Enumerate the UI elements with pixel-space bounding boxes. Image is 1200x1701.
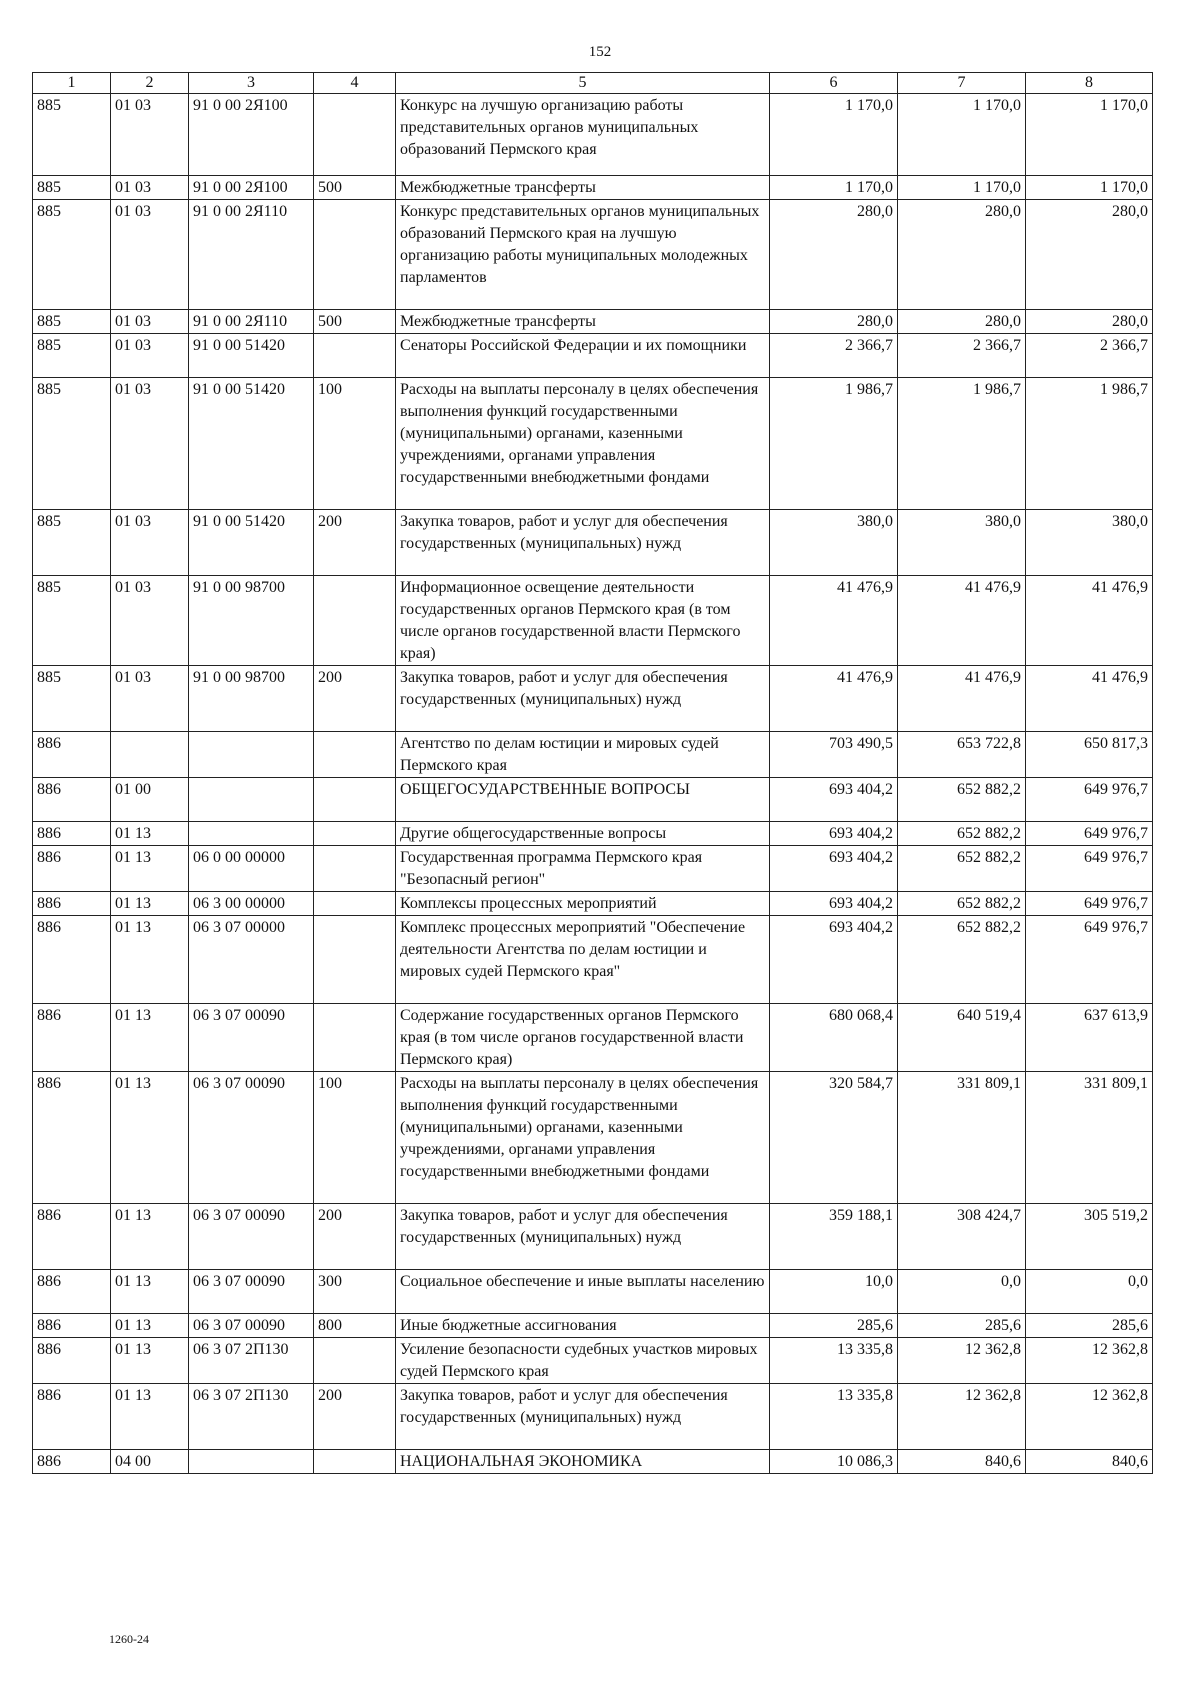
admin-code-cell: 886 (33, 1004, 111, 1072)
column-header: 3 (189, 73, 314, 94)
admin-code-cell: 886 (33, 1338, 111, 1384)
expense-type-code-cell (314, 1004, 396, 1072)
table-row (33, 822, 1153, 846)
column-header: 7 (898, 73, 1026, 94)
target-code-cell: 91 0 00 51420 (189, 510, 314, 576)
item-description-cell: Другие общегосударственные вопросы (396, 822, 770, 846)
amount-col-8-cell: 41 476,9 (1026, 666, 1153, 732)
amount-col-6-cell: 359 188,1 (770, 1204, 898, 1270)
item-description-cell: Государственная программа Пермского края "Безопасный регион" (396, 846, 770, 892)
amount-col-6-cell: 280,0 (770, 310, 898, 334)
expense-type-code-cell (314, 200, 396, 310)
amount-col-6-cell: 2 366,7 (770, 334, 898, 378)
item-description-cell: Закупка товаров, работ и услуг для обеспечения государственных (муниципальных) нужд (396, 1384, 770, 1450)
amount-col-8-cell: 649 976,7 (1026, 846, 1153, 892)
admin-code-cell: 886 (33, 1072, 111, 1204)
expense-type-code-cell (314, 1338, 396, 1384)
expense-type-code-cell (314, 916, 396, 1004)
target-code-cell: 91 0 00 51420 (189, 378, 314, 510)
target-code-cell: 06 3 00 00000 (189, 892, 314, 916)
item-description-cell: Межбюджетные трансферты (396, 310, 770, 334)
amount-col-7-cell: 12 362,8 (898, 1338, 1026, 1384)
admin-code-cell: 886 (33, 1270, 111, 1314)
amount-col-6-cell: 13 335,8 (770, 1338, 898, 1384)
amount-col-7-cell: 652 882,2 (898, 916, 1026, 1004)
expense-type-code-cell (314, 576, 396, 666)
column-number-row (33, 73, 1153, 94)
admin-code-cell: 886 (33, 1384, 111, 1450)
amount-col-8-cell: 649 976,7 (1026, 892, 1153, 916)
target-code-cell: 91 0 00 51420 (189, 334, 314, 378)
table-row (33, 1204, 1153, 1270)
column-header: 4 (314, 73, 396, 94)
admin-code-cell: 886 (33, 1204, 111, 1270)
item-description-cell: Социальное обеспечение и иные выплаты населению (396, 1270, 770, 1314)
amount-col-8-cell: 649 976,7 (1026, 822, 1153, 846)
amount-col-6-cell: 10 086,3 (770, 1450, 898, 1474)
amount-col-7-cell: 1 170,0 (898, 94, 1026, 176)
amount-col-8-cell: 637 613,9 (1026, 1004, 1153, 1072)
amount-col-8-cell: 1 986,7 (1026, 378, 1153, 510)
section-code-cell: 01 13 (111, 1314, 189, 1338)
section-code-cell: 01 13 (111, 822, 189, 846)
column-header: 1 (33, 73, 111, 94)
amount-col-7-cell: 380,0 (898, 510, 1026, 576)
item-description-cell: Закупка товаров, работ и услуг для обеспечения государственных (муниципальных) нужд (396, 1204, 770, 1270)
table-row (33, 1338, 1153, 1384)
item-description-cell: ОБЩЕГОСУДАРСТВЕННЫЕ ВОПРОСЫ (396, 778, 770, 822)
item-description-cell: Агентство по делам юстиции и мировых судей Пермского края (396, 732, 770, 778)
item-description-cell: Конкурс представительных органов муниципальных образований Пермского края на лучшую организацию работы муниципальных молодежных парламентов (396, 200, 770, 310)
item-description-cell: Расходы на выплаты персоналу в целях обеспечения выполнения функций государственными (муниципальными) органами, казенными учреждениями, органами управления государственными внебюджетными фондами (396, 1072, 770, 1204)
expense-type-code-cell: 100 (314, 378, 396, 510)
table-row (33, 1450, 1153, 1474)
amount-col-6-cell: 1 170,0 (770, 94, 898, 176)
amount-col-8-cell: 1 170,0 (1026, 94, 1153, 176)
amount-col-8-cell: 649 976,7 (1026, 778, 1153, 822)
target-code-cell (189, 1450, 314, 1474)
amount-col-8-cell: 280,0 (1026, 310, 1153, 334)
expense-type-code-cell: 500 (314, 310, 396, 334)
admin-code-cell: 885 (33, 666, 111, 732)
amount-col-7-cell: 280,0 (898, 200, 1026, 310)
amount-col-7-cell: 2 366,7 (898, 334, 1026, 378)
amount-col-8-cell: 305 519,2 (1026, 1204, 1153, 1270)
budget-table (32, 72, 1153, 1474)
amount-col-7-cell: 652 882,2 (898, 846, 1026, 892)
amount-col-6-cell: 13 335,8 (770, 1384, 898, 1450)
target-code-cell: 06 3 07 2П130 (189, 1384, 314, 1450)
expense-type-code-cell (314, 846, 396, 892)
expense-type-code-cell: 300 (314, 1270, 396, 1314)
section-code-cell: 01 03 (111, 378, 189, 510)
item-description-cell: Комплексы процессных мероприятий (396, 892, 770, 916)
table-row (33, 1384, 1153, 1450)
amount-col-7-cell: 840,6 (898, 1450, 1026, 1474)
target-code-cell: 06 3 07 00090 (189, 1004, 314, 1072)
amount-col-6-cell: 1 170,0 (770, 176, 898, 200)
amount-col-7-cell: 653 722,8 (898, 732, 1026, 778)
admin-code-cell: 885 (33, 334, 111, 378)
admin-code-cell: 886 (33, 822, 111, 846)
target-code-cell: 06 3 07 2П130 (189, 1338, 314, 1384)
column-header: 5 (396, 73, 770, 94)
amount-col-8-cell: 840,6 (1026, 1450, 1153, 1474)
amount-col-6-cell: 41 476,9 (770, 666, 898, 732)
expense-type-code-cell (314, 892, 396, 916)
table-row (33, 94, 1153, 176)
amount-col-6-cell: 703 490,5 (770, 732, 898, 778)
amount-col-7-cell: 640 519,4 (898, 1004, 1026, 1072)
amount-col-8-cell: 331 809,1 (1026, 1072, 1153, 1204)
target-code-cell: 91 0 00 98700 (189, 576, 314, 666)
amount-col-7-cell: 0,0 (898, 1270, 1026, 1314)
expense-type-code-cell: 200 (314, 510, 396, 576)
admin-code-cell: 885 (33, 94, 111, 176)
item-description-cell: Информационное освещение деятельности государственных органов Пермского края (в том числе органов государственной власти Пермского края) (396, 576, 770, 666)
item-description-cell: Иные бюджетные ассигнования (396, 1314, 770, 1338)
expense-type-code-cell (314, 822, 396, 846)
section-code-cell: 01 03 (111, 176, 189, 200)
admin-code-cell: 886 (33, 778, 111, 822)
admin-code-cell: 885 (33, 510, 111, 576)
table-row (33, 200, 1153, 310)
amount-col-7-cell: 285,6 (898, 1314, 1026, 1338)
item-description-cell: Комплекс процессных мероприятий "Обеспечение деятельности Агентства по делам юстиции и мировых судей Пермского края" (396, 916, 770, 1004)
target-code-cell: 06 3 07 00090 (189, 1204, 314, 1270)
expense-type-code-cell (314, 94, 396, 176)
section-code-cell: 01 13 (111, 1384, 189, 1450)
table-row (33, 732, 1153, 778)
section-code-cell: 01 13 (111, 1204, 189, 1270)
admin-code-cell: 885 (33, 310, 111, 334)
section-code-cell: 01 03 (111, 576, 189, 666)
admin-code-cell: 886 (33, 1314, 111, 1338)
admin-code-cell: 885 (33, 378, 111, 510)
table-row (33, 778, 1153, 822)
table-row (33, 176, 1153, 200)
expense-type-code-cell (314, 778, 396, 822)
target-code-cell: 06 3 07 00000 (189, 916, 314, 1004)
amount-col-6-cell: 1 986,7 (770, 378, 898, 510)
section-code-cell: 01 03 (111, 334, 189, 378)
section-code-cell: 01 13 (111, 1004, 189, 1072)
amount-col-8-cell: 12 362,8 (1026, 1384, 1153, 1450)
table-body (33, 94, 1153, 1474)
item-description-cell: Закупка товаров, работ и услуг для обеспечения государственных (муниципальных) нужд (396, 666, 770, 732)
table-row (33, 916, 1153, 1004)
expense-type-code-cell: 800 (314, 1314, 396, 1338)
target-code-cell: 91 0 00 2Я110 (189, 200, 314, 310)
amount-col-6-cell: 380,0 (770, 510, 898, 576)
amount-col-8-cell: 380,0 (1026, 510, 1153, 576)
amount-col-8-cell: 280,0 (1026, 200, 1153, 310)
amount-col-7-cell: 41 476,9 (898, 576, 1026, 666)
table-row (33, 378, 1153, 510)
section-code-cell: 01 03 (111, 310, 189, 334)
amount-col-8-cell: 649 976,7 (1026, 916, 1153, 1004)
section-code-cell: 01 03 (111, 200, 189, 310)
section-code-cell: 01 03 (111, 510, 189, 576)
column-header: 8 (1026, 73, 1153, 94)
table-row (33, 892, 1153, 916)
admin-code-cell: 886 (33, 916, 111, 1004)
amount-col-6-cell: 285,6 (770, 1314, 898, 1338)
amount-col-6-cell: 693 404,2 (770, 892, 898, 916)
expense-type-code-cell (314, 1450, 396, 1474)
admin-code-cell: 885 (33, 200, 111, 310)
admin-code-cell: 885 (33, 176, 111, 200)
section-code-cell: 01 00 (111, 778, 189, 822)
amount-col-8-cell: 12 362,8 (1026, 1338, 1153, 1384)
amount-col-6-cell: 320 584,7 (770, 1072, 898, 1204)
target-code-cell: 06 3 07 00090 (189, 1314, 314, 1338)
column-header: 2 (111, 73, 189, 94)
target-code-cell (189, 732, 314, 778)
amount-col-8-cell: 285,6 (1026, 1314, 1153, 1338)
amount-col-6-cell: 693 404,2 (770, 916, 898, 1004)
amount-col-7-cell: 331 809,1 (898, 1072, 1026, 1204)
amount-col-7-cell: 1 986,7 (898, 378, 1026, 510)
item-description-cell: Содержание государственных органов Пермского края (в том числе органов государственной власти Пермского края) (396, 1004, 770, 1072)
item-description-cell: Конкурс на лучшую организацию работы представительных органов муниципальных образований Пермского края (396, 94, 770, 176)
expense-type-code-cell: 200 (314, 666, 396, 732)
table-row (33, 666, 1153, 732)
section-code-cell (111, 732, 189, 778)
table-row (33, 846, 1153, 892)
target-code-cell: 91 0 00 2Я100 (189, 176, 314, 200)
amount-col-7-cell: 652 882,2 (898, 892, 1026, 916)
expense-type-code-cell: 100 (314, 1072, 396, 1204)
target-code-cell: 06 3 07 00090 (189, 1270, 314, 1314)
admin-code-cell: 886 (33, 892, 111, 916)
section-code-cell: 01 13 (111, 1072, 189, 1204)
amount-col-6-cell: 10,0 (770, 1270, 898, 1314)
table-row (33, 334, 1153, 378)
expense-type-code-cell (314, 732, 396, 778)
table-row (33, 1270, 1153, 1314)
target-code-cell: 91 0 00 2Я110 (189, 310, 314, 334)
target-code-cell (189, 822, 314, 846)
amount-col-8-cell: 41 476,9 (1026, 576, 1153, 666)
admin-code-cell: 885 (33, 576, 111, 666)
target-code-cell: 06 3 07 00090 (189, 1072, 314, 1204)
admin-code-cell: 886 (33, 1450, 111, 1474)
amount-col-7-cell: 280,0 (898, 310, 1026, 334)
item-description-cell: Закупка товаров, работ и услуг для обеспечения государственных (муниципальных) нужд (396, 510, 770, 576)
section-code-cell: 01 03 (111, 94, 189, 176)
amount-col-6-cell: 41 476,9 (770, 576, 898, 666)
amount-col-6-cell: 680 068,4 (770, 1004, 898, 1072)
amount-col-7-cell: 1 170,0 (898, 176, 1026, 200)
target-code-cell: 91 0 00 98700 (189, 666, 314, 732)
item-description-cell: Межбюджетные трансферты (396, 176, 770, 200)
amount-col-7-cell: 652 882,2 (898, 778, 1026, 822)
expense-type-code-cell: 200 (314, 1384, 396, 1450)
table-row (33, 576, 1153, 666)
section-code-cell: 01 13 (111, 892, 189, 916)
table-row (33, 1004, 1153, 1072)
item-description-cell: НАЦИОНАЛЬНАЯ ЭКОНОМИКА (396, 1450, 770, 1474)
item-description-cell: Сенаторы Российской Федерации и их помощники (396, 334, 770, 378)
table-row (33, 1314, 1153, 1338)
table-row (33, 510, 1153, 576)
amount-col-7-cell: 652 882,2 (898, 822, 1026, 846)
section-code-cell: 01 13 (111, 846, 189, 892)
section-code-cell: 01 13 (111, 916, 189, 1004)
target-code-cell: 06 0 00 00000 (189, 846, 314, 892)
target-code-cell: 91 0 00 2Я100 (189, 94, 314, 176)
amount-col-6-cell: 280,0 (770, 200, 898, 310)
amount-col-6-cell: 693 404,2 (770, 822, 898, 846)
amount-col-8-cell: 2 366,7 (1026, 334, 1153, 378)
section-code-cell: 01 13 (111, 1270, 189, 1314)
document-footer-code: 1260-24 (109, 1632, 149, 1646)
amount-col-8-cell: 650 817,3 (1026, 732, 1153, 778)
item-description-cell: Расходы на выплаты персоналу в целях обеспечения выполнения функций государственными (муниципальными) органами, казенными учреждениями, органами управления государственными внебюджетными фондами (396, 378, 770, 510)
column-header: 6 (770, 73, 898, 94)
item-description-cell: Усиление безопасности судебных участков мировых судей Пермского края (396, 1338, 770, 1384)
table-row (33, 310, 1153, 334)
section-code-cell: 01 13 (111, 1338, 189, 1384)
section-code-cell: 04 00 (111, 1450, 189, 1474)
amount-col-6-cell: 693 404,2 (770, 778, 898, 822)
page-number: 152 (588, 44, 612, 60)
table-row (33, 1072, 1153, 1204)
target-code-cell (189, 778, 314, 822)
expense-type-code-cell (314, 334, 396, 378)
amount-col-6-cell: 693 404,2 (770, 846, 898, 892)
amount-col-7-cell: 41 476,9 (898, 666, 1026, 732)
amount-col-7-cell: 308 424,7 (898, 1204, 1026, 1270)
section-code-cell: 01 03 (111, 666, 189, 732)
admin-code-cell: 886 (33, 732, 111, 778)
admin-code-cell: 886 (33, 846, 111, 892)
expense-type-code-cell: 200 (314, 1204, 396, 1270)
amount-col-7-cell: 12 362,8 (898, 1384, 1026, 1450)
amount-col-8-cell: 1 170,0 (1026, 176, 1153, 200)
expense-type-code-cell: 500 (314, 176, 396, 200)
amount-col-8-cell: 0,0 (1026, 1270, 1153, 1314)
